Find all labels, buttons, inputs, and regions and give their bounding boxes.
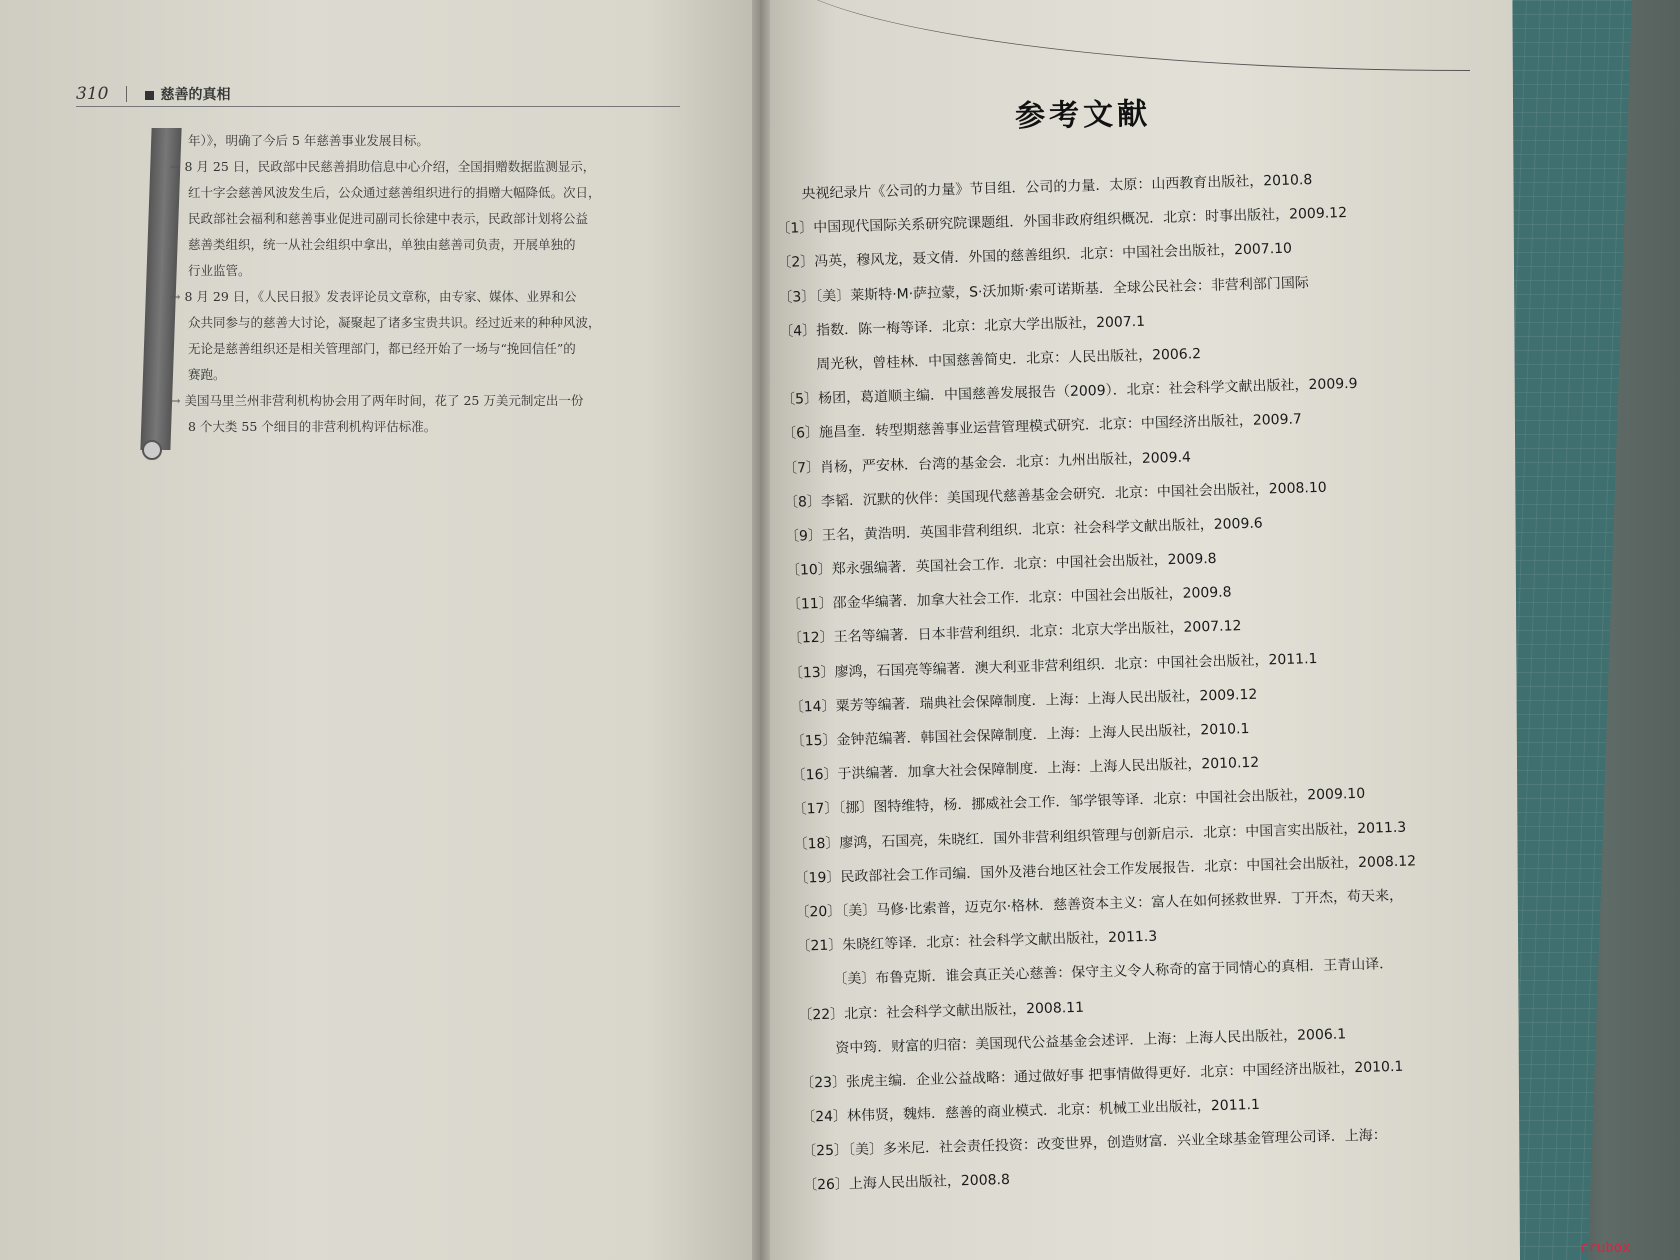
timeline-line: [170, 388, 688, 414]
reference-item: 央视纪录片《公司的力量》节目组．公司的力量．太原：山西教育出版社，2010.8: [801, 172, 1313, 203]
timeline-arrow-icon: →: [170, 159, 181, 174]
reference-item: 〔6〕施昌奎．转型期慈善事业运营管理模式研究．北京：中国经济出版社，2009.7: [781, 411, 1303, 443]
reference-item: 〔1〕中国现代国际关系研究院课题组．外国非政府组织概况．北京：时事出版社，2009.12: [776, 205, 1348, 238]
page-number: 310: [76, 84, 109, 104]
reference-item: 〔23〕张虎主编．企业公益战略：通过做好事 把事情做得更好．北京：中国经济出版社，2010.1: [800, 1058, 1404, 1092]
reference-item: 周光秋，曾桂林．中国慈善简史．北京：人民出版社，2006.2: [816, 346, 1202, 373]
reference-item: 〔2〕冯英，穆风龙，聂文倩．外国的慈善组织．北京：中国社会出版社，2007.10: [777, 240, 1293, 272]
reference-item: 〔5〕杨团，葛道顺主编．中国慈善发展报告（2009）．北京：社会科学文献出版社，2009.9: [780, 375, 1358, 409]
timeline-arrow-icon: →: [170, 289, 181, 304]
timeline-arrow-icon: →: [170, 393, 181, 408]
reference-item: 〔12〕王名等编著．日本非营利组织．北京：北京大学出版社，2007.12: [787, 618, 1242, 648]
timeline-line: [188, 414, 688, 440]
watermark: crubox: [1580, 1240, 1631, 1256]
reference-item: 〔11〕邵金华编著．加拿大社会工作．北京：中国社会出版社，2009.8: [786, 584, 1232, 614]
timeline-text: [170, 128, 688, 440]
reference-item: 〔16〕于洪编著．加拿大社会保障制度．上海：上海人民出版社，2010.12: [791, 754, 1260, 784]
timeline-line-text: 8 月 29 日，《人民日报》发表评论员文章称，由专家、媒体、业界和公: [184, 289, 577, 304]
timeline-line: [170, 284, 688, 310]
left-page: [0, 0, 760, 1260]
square-bullet-icon: [145, 91, 154, 100]
reference-item: 〔18〕廖鸿，石国亮，朱晓红．国外非营利组织管理与创新启示．北京：中国言实出版社，2011.3: [793, 819, 1407, 853]
timeline-line-text: 行业监管。: [188, 263, 251, 278]
timeline-line: [188, 310, 688, 336]
reference-item: 〔13〕廖鸿，石国亮等编著．澳大利亚非营利组织．北京：中国社会出版社，2011.1: [788, 650, 1318, 682]
timeline-end-icon: [142, 440, 162, 460]
reference-item: 〔20〕〔美〕马修·比索普，迈克尔·格林．慈善资本主义：富人在如何拯救世界．丁开杰，苟天来，: [795, 887, 1404, 921]
timeline-line: [188, 336, 688, 362]
timeline-line: [170, 154, 688, 180]
timeline-line-text: 民政部社会福利和慈善事业促进司副司长徐建中表示，民政部计划将公益: [188, 211, 589, 226]
running-header: [76, 78, 680, 107]
timeline-line: [188, 180, 688, 206]
reference-item: 〔美〕布鲁克斯．谁会真正关心慈善：保守主义令人称奇的富于同情心的真相．王青山译．: [833, 956, 1394, 988]
reference-item: 〔22〕北京：社会科学文献出版社，2008.11: [798, 999, 1085, 1024]
reference-item: 〔4〕指数．陈一梅等译．北京：北京大学出版社，2007.1: [779, 313, 1146, 340]
reference-item: 〔19〕民政部社会工作司编．国外及港台地区社会工作发展报告．北京：中国社会出版社，2008.12: [794, 853, 1417, 887]
reference-item: 〔21〕朱晓红等译．北京：社会科学文献出版社，2011.3: [796, 928, 1158, 955]
timeline-line-text: 年）》，明确了今后 5 年慈善事业发展目标。: [188, 133, 429, 148]
timeline-line-text: 众共同参与的慈善大讨论，凝聚起了诸多宝贵共识。经过近来的种种风波，: [188, 315, 601, 330]
timeline-line-text: 无论是慈善组织还是相关管理部门，都已经开始了一场与“挽回信任”的: [188, 341, 576, 356]
book-spine: [752, 0, 770, 1260]
header-separator: [126, 86, 127, 102]
timeline-line: [188, 206, 688, 232]
timeline-line-text: 美国马里兰州非营利机构协会用了两年时间，花了 25 万美元制定出一份: [184, 393, 584, 408]
running-title: 慈善的真相: [160, 87, 231, 103]
reference-item: 〔17〕〔挪〕图特维特，杨．挪威社会工作．邹学银等译．北京：中国社会出版社，2009.10: [792, 786, 1366, 819]
timeline-line: [188, 232, 688, 258]
reference-item: 〔14〕粟芳等编著．瑞典社会保障制度．上海：上海人民出版社，2009.12: [789, 686, 1258, 716]
reference-item: 〔8〕李韬．沉默的伙伴：美国现代慈善基金会研究．北京：中国社会出版社，2008.10: [783, 479, 1327, 511]
timeline-line: [188, 362, 688, 388]
reference-item: 〔7〕肖杨，严安林．台湾的基金会．北京：九州出版社，2009.4: [782, 449, 1192, 477]
reference-item: 〔3〕〔美〕莱斯特·M·萨拉蒙，S·沃加斯·索可诺斯基．全球公民社会：非营利部门国际: [778, 274, 1310, 306]
reference-item: 〔9〕王名，黄浩明．英国非营利组织．北京：社会科学文献出版社，2009.6: [784, 515, 1263, 545]
timeline-line-text: 8 月 25 日，民政部中民慈善捐助信息中心介绍，全国捐赠数据监测显示，: [184, 159, 596, 174]
references-title: 参考文献: [1014, 96, 1152, 135]
reference-item: 〔10〕郑永强编著．英国社会工作．北京：中国社会出版社，2009.8: [785, 550, 1217, 579]
timeline-line-text: 赛跑。: [188, 367, 226, 382]
timeline-line-text: 红十字会慈善风波发生后，公众通过慈善组织进行的捐赠大幅降低。次日，: [188, 185, 601, 200]
reference-item: 资中筠．财富的归宿：美国现代公益基金会述评．上海：上海人民出版社，2006.1: [835, 1026, 1347, 1057]
reference-item: 〔25〕〔美〕多米尼．社会责任投资：改变世界，创造财富．兴业全球基金管理公司译．上海：: [801, 1127, 1388, 1160]
reference-item: 〔15〕金钟范编著．韩国社会保障制度．上海：上海人民出版社，2010.1: [790, 720, 1250, 750]
reference-item: 〔26〕上海人民出版社，2008.8: [802, 1172, 1011, 1195]
timeline-line: [188, 128, 688, 154]
reference-item: 〔24〕林伟贤，魏炜．慈善的商业模式．北京：机械工业出版社，2011.1: [801, 1096, 1261, 1126]
timeline-line-text: 慈善类组织，统一从社会组织中拿出，单独由慈善司负责，开展单独的: [188, 237, 576, 252]
timeline-line-text: 8 个大类 55 个细目的非营利机构评估标准。: [188, 419, 437, 434]
timeline-line: [188, 258, 688, 284]
reference-list: [775, 158, 1523, 1203]
